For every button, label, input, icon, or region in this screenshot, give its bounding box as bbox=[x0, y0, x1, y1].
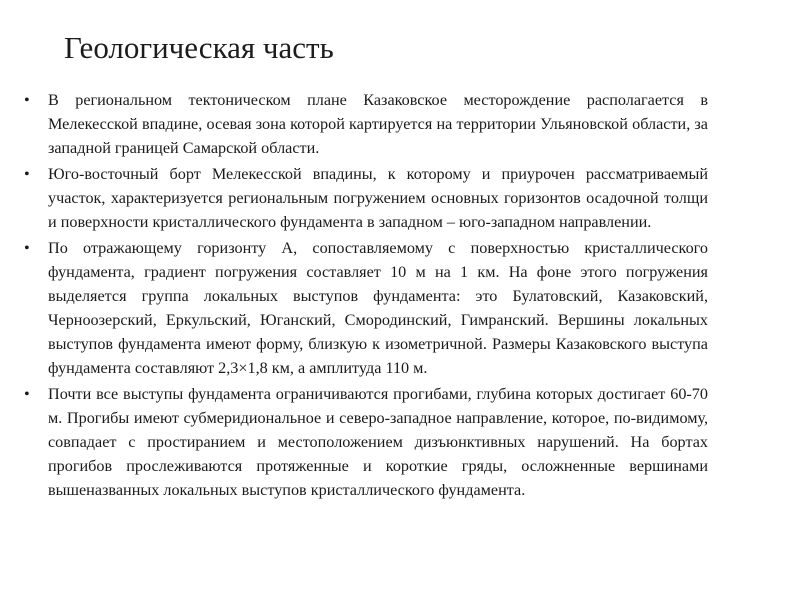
bullet-marker: • bbox=[24, 239, 30, 257]
bullet-item bbox=[22, 236, 708, 380]
bullet-marker: • bbox=[24, 385, 30, 403]
bullet-item bbox=[22, 162, 708, 234]
slide-title: Геологическая часть bbox=[64, 30, 334, 65]
bullet-text: В региональном тектоническом плане Казаковское месторождение располагается в Мелекесской впадине, осевая зона которой картируется на территории Ульяновской области, за западной границей Самарской области. bbox=[48, 91, 708, 157]
bullet-item bbox=[22, 382, 708, 502]
bullet-text: Почти все выступы фундамента ограничиваются прогибами, глубина которых достигает 60-70 м. Прогибы имеют субмеридиональное и северо-западное направление, которое, по-видимому, совпадает с простиранием и местоположением дизъюнктивных нарушений. На бортах прогибов прослеживаются протяженные и короткие гряды, осложненные вершинами вышеназванных локальных выступов кристаллического фундамента. bbox=[48, 385, 708, 499]
bullet-list bbox=[22, 88, 708, 504]
bullet-marker: • bbox=[24, 91, 30, 109]
bullet-marker: • bbox=[24, 165, 30, 183]
bullet-item bbox=[22, 88, 708, 160]
bullet-text: Юго-восточный борт Мелекесской впадины, к которому и приурочен рассматриваемый участок, характеризуется региональным погружением основных горизонтов осадочной толщи и поверхности кристаллического фундамента в западном – юго-западном направлении. bbox=[48, 165, 708, 231]
bullet-text: По отражающему горизонту А, сопоставляемому с поверхностью кристаллического фундамента, градиент погружения составляет 10 м на 1 км. На фоне этого погружения выделяется группа локальных выступов фундамента: это Булатовский, Казаковский, Черноозерский, Еркульский, Юганский, Смородинский, Гимранский. Вершины локальных выступов фундамента имеют форму, близкую к изометричной. Размеры Казаковского выступа фундамента составляют 2,3×1,8 км, а амплитуда 110 м. bbox=[48, 239, 708, 377]
